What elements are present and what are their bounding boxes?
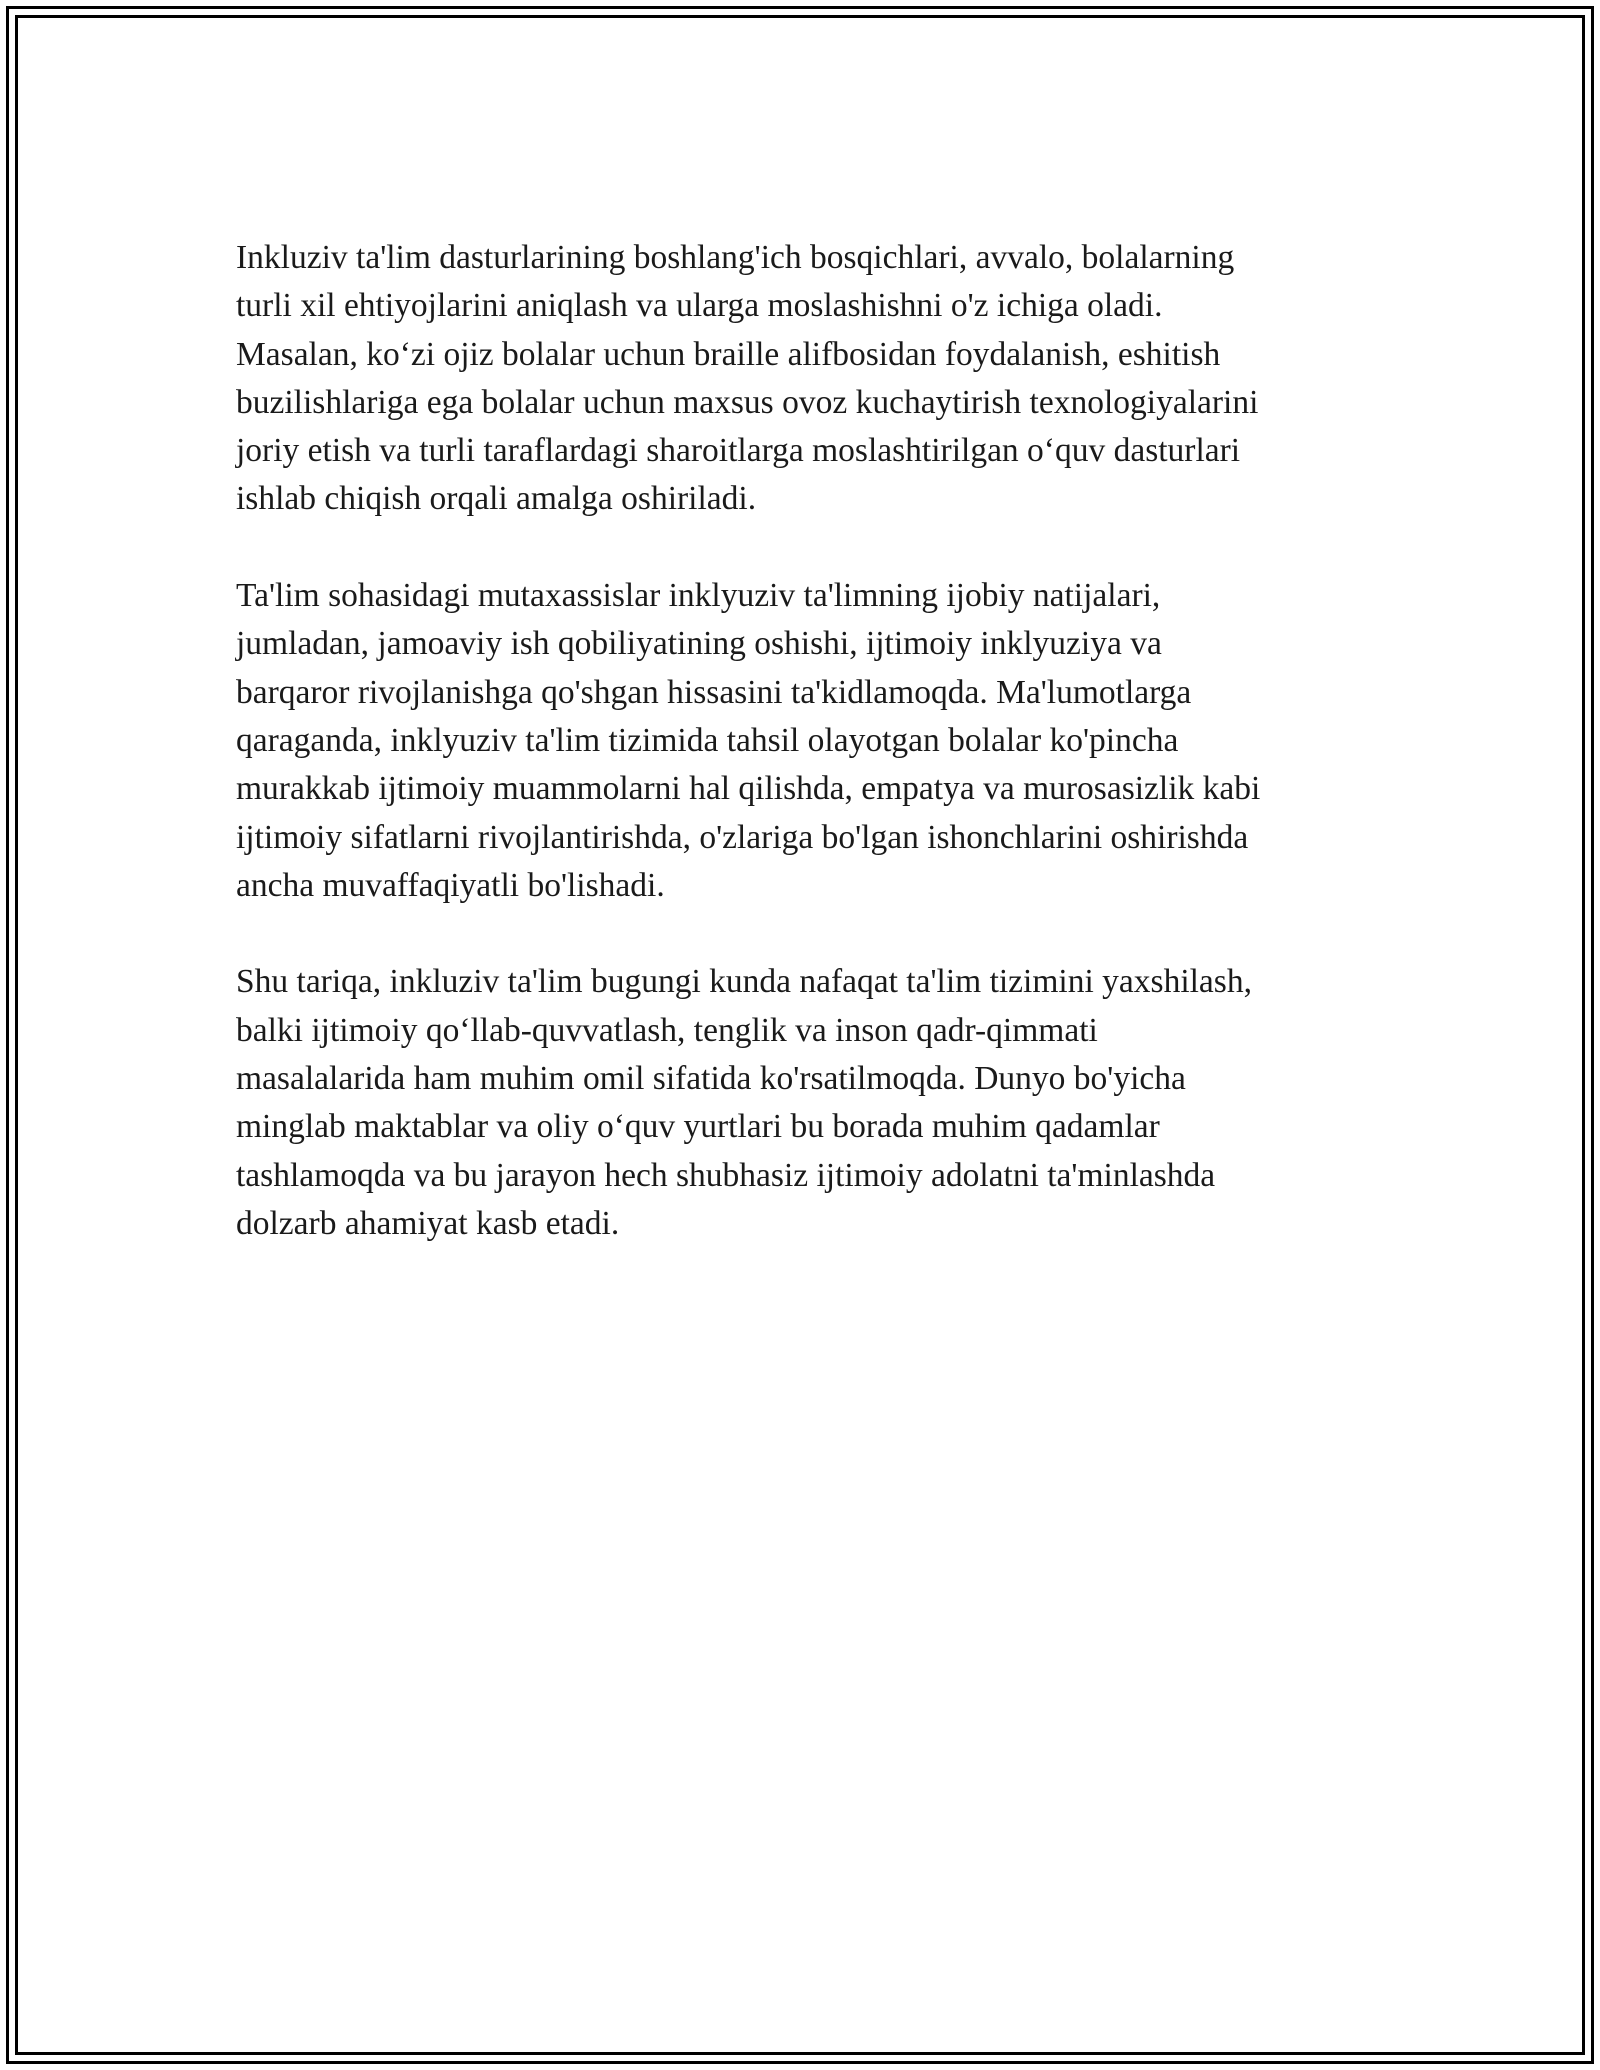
text-line: tashlamoqda va bu jarayon hech shubhasiz ijtimoiy adolatni ta'minlashda [236, 1156, 1216, 1194]
text-line: balki ijtimoiy qo‘llab-quvvatlash, tenglik va inson qadr-qimmati [236, 1011, 1098, 1049]
text-line: barqaror rivojlanishga qo'shgan hissasini ta'kidlamoqda. Ma'lumotlarga [236, 673, 1192, 711]
text-line: buzilishlariga ega bolalar uchun maxsus ovoz kuchaytirish texnologiyalarini [236, 383, 1259, 421]
text-line: joriy etish va turli taraflardagi sharoitlarga moslashtirilgan o‘quv dasturlari [236, 432, 1241, 470]
text-line: Shu tariqa, inkluziv ta'lim bugungi kunda nafaqat ta'lim tizimini yaxshilash, [236, 963, 1252, 1001]
text-line: dolzarb ahamiyat kasb etadi. [236, 1204, 620, 1242]
text-line: ancha muvaffaqiyatli bo'lishadi. [236, 866, 665, 904]
text-line: ijtimoiy sifatlarni rivojlantirishda, o'zlariga bo'lgan ishonchlarini oshirishda [236, 818, 1249, 856]
text-line: minglab maktablar va oliy o‘quv yurtlari bu borada muhim qadamlar [236, 1108, 1160, 1146]
text-line: murakkab ijtimoiy muammolarni hal qilishda, empatya va murosasizlik kabi [236, 770, 1261, 808]
paragraph-2 [236, 572, 1376, 910]
paragraph-1 [236, 234, 1376, 524]
text-line: qaraganda, inklyuziv ta'lim tizimida tahsil olayotgan bolalar ko'pincha [236, 721, 1179, 759]
paragraph-3 [236, 958, 1376, 1248]
text-line: ishlab chiqish orqali amalga oshiriladi. [236, 480, 757, 518]
text-line: masalalarida ham muhim omil sifatida ko'rsatilmoqda. Dunyo bo'yicha [236, 1060, 1186, 1098]
text-line: Masalan, ko‘zi ojiz bolalar uchun braille alifbosidan foydalanish, eshitish [236, 335, 1221, 373]
text-line: Ta'lim sohasidagi mutaxassislar inklyuziv ta'limning ijobiy natijalari, [236, 577, 1161, 615]
document-body [236, 234, 1376, 1297]
text-line: turli xil ehtiyojlarini aniqlash va ularga moslashishni o'z ichiga oladi. [236, 287, 1163, 325]
text-line: Inkluziv ta'lim dasturlarining boshlang'ich bosqichlari, avvalo, bolalarning [236, 239, 1235, 276]
text-line: jumladan, jamoaviy ish qobiliyatining oshishi, ijtimoiy inklyuziya va [236, 625, 1162, 663]
